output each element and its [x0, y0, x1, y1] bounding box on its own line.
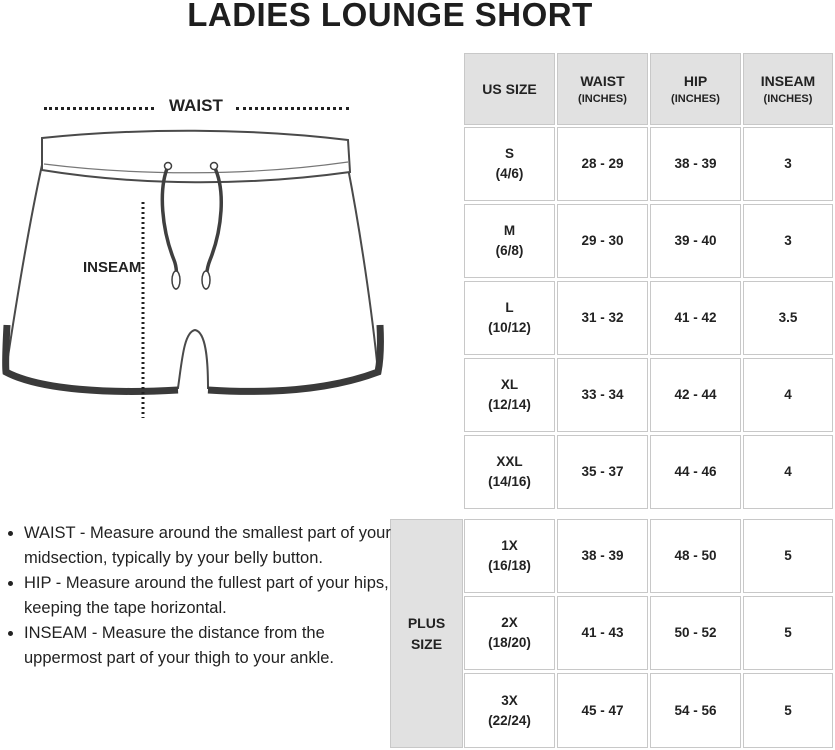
hip-value: 50 - 52	[650, 596, 741, 670]
hip-value: 42 - 44	[650, 358, 741, 432]
header-inseam-label: INSEAM	[760, 73, 816, 89]
waist-value: 28 - 29	[557, 127, 648, 201]
inseam-value: 3.5	[743, 281, 833, 355]
page-title: LADIES LOUNGE SHORT	[187, 0, 593, 33]
header-hip-label: HIP	[683, 73, 708, 89]
instruction-hip: • HIP - Measure around the fullest part of your hips, keeping the tape horizontal.	[24, 571, 394, 621]
plus-label-line1: PLUS	[407, 614, 446, 631]
hip-value: 41 - 42	[650, 281, 741, 355]
size-alt: (22/24)	[488, 712, 531, 728]
shorts-waistband	[42, 131, 350, 183]
size-alt: (14/16)	[488, 474, 531, 489]
plus-size-label	[390, 519, 463, 748]
instruction-waist: • WAIST - Measure around the smallest part of your midsection, typically by your belly button.	[24, 521, 394, 571]
size-cell	[464, 127, 555, 201]
header-us-size	[464, 53, 555, 125]
waist-value: 29 - 30	[557, 204, 648, 278]
size-label: L	[505, 300, 514, 315]
size-label: XXL	[496, 454, 523, 469]
waist-value: 45 - 47	[557, 673, 648, 748]
size-alt: (12/14)	[488, 397, 531, 412]
hip-value: 44 - 46	[650, 435, 741, 509]
size-cell	[464, 204, 555, 278]
instruction-inseam: • INSEAM - Measure the distance from the uppermost part of your thigh to your ankle.	[24, 621, 394, 671]
header-us-size-label: US SIZE	[482, 81, 537, 97]
size-label: 3X	[501, 692, 518, 708]
size-cell	[464, 281, 555, 355]
size-alt: (18/20)	[488, 635, 531, 650]
inseam-value: 5	[743, 596, 833, 670]
size-cell	[464, 435, 555, 509]
shorts-body	[6, 165, 378, 389]
shorts-illustration	[0, 120, 390, 420]
inseam-value: 3	[743, 204, 833, 278]
waist-dots-left	[44, 107, 154, 110]
hip-value: 39 - 40	[650, 204, 741, 278]
hip-value: 54 - 56	[650, 673, 741, 748]
inseam-value: 3	[743, 127, 833, 201]
header-inseam-unit: (INCHES)	[763, 93, 813, 105]
size-alt: (10/12)	[488, 320, 531, 335]
waist-value: 41 - 43	[557, 596, 648, 670]
size-alt: (6/8)	[495, 243, 524, 258]
size-label: M	[503, 223, 516, 238]
plus-label-line2: SIZE	[410, 635, 443, 652]
size-label: 1X	[501, 538, 518, 553]
waist-value: 38 - 39	[557, 519, 648, 593]
waist-dots-right	[236, 107, 349, 110]
inseam-label: INSEAM	[83, 259, 142, 276]
size-cell	[464, 519, 555, 593]
header-waist	[557, 53, 648, 125]
size-cell	[464, 596, 555, 670]
waist-label: WAIST	[169, 96, 223, 115]
inseam-value: 4	[743, 358, 833, 432]
header-waist-label: WAIST	[580, 73, 625, 89]
waist-measure-label	[44, 96, 349, 118]
hip-value: 38 - 39	[650, 127, 741, 201]
header-inseam	[743, 53, 833, 125]
waist-value: 33 - 34	[557, 358, 648, 432]
size-label: XL	[500, 377, 519, 392]
size-alt: (4/6)	[495, 166, 524, 181]
header-hip-unit: (INCHES)	[671, 93, 720, 105]
inseam-value: 5	[743, 673, 833, 748]
hip-value: 48 - 50	[650, 519, 741, 593]
waist-value: 35 - 37	[557, 435, 648, 509]
inseam-value: 5	[743, 519, 833, 593]
size-label: S	[504, 146, 514, 161]
size-label: 2X	[501, 615, 518, 630]
header-hip	[650, 53, 741, 125]
measuring-instructions	[4, 521, 394, 671]
size-alt: (16/18)	[488, 558, 531, 573]
waist-value: 31 - 32	[557, 281, 648, 355]
size-cell	[464, 673, 555, 748]
header-waist-unit: (INCHES)	[578, 93, 627, 105]
inseam-value: 4	[743, 435, 833, 509]
size-cell	[464, 358, 555, 432]
